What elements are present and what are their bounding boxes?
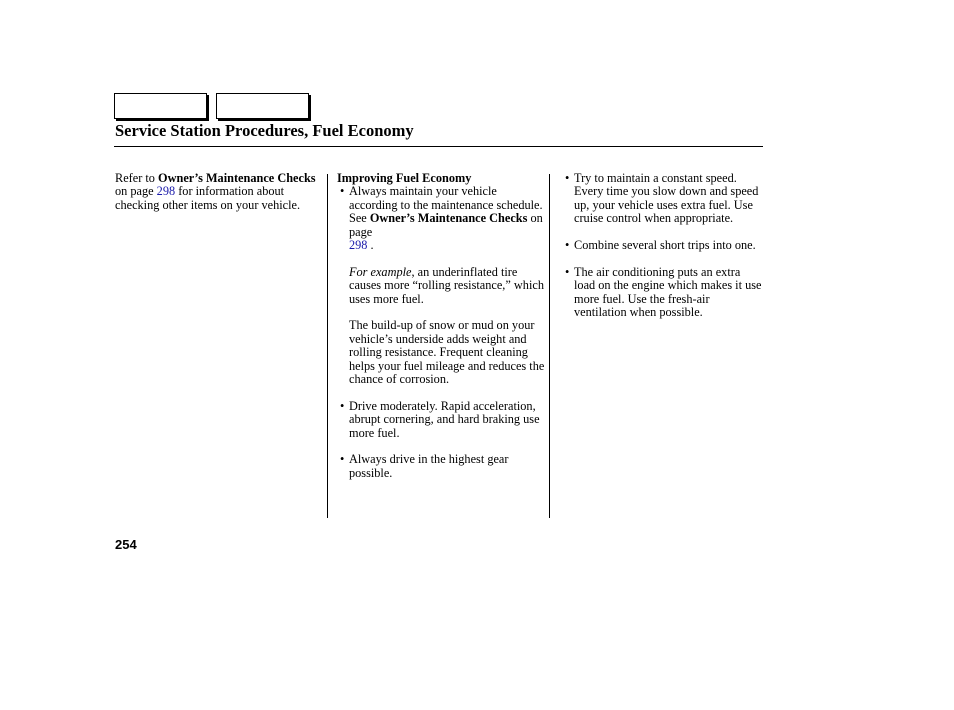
bullet-icon: • — [565, 264, 570, 279]
bullet-text: Try to maintain a constant speed. Every time you slow down and speed up, your vehicle uses extra fuel. Use cruise control when appropriate. — [574, 171, 759, 226]
column-2 — [337, 172, 545, 480]
list-item-drive-moderately — [337, 400, 545, 440]
bullet-text-3: . — [367, 238, 374, 253]
bullet-icon: • — [340, 452, 345, 467]
list-item-air-conditioning — [562, 266, 762, 320]
list-item-combine-trips — [562, 239, 762, 252]
bullet-text: Drive moderately. Rapid acceleration, abrupt cornering, and hard braking use more fuel. — [349, 398, 540, 440]
maintenance-reference-paragraph — [115, 172, 320, 212]
page-link-298[interactable]: 298 — [349, 238, 368, 253]
list-item-maintain-schedule — [337, 185, 545, 252]
bullet-bold-title: Owner’s Maintenance Checks — [369, 211, 528, 226]
example-italic: For example — [349, 264, 412, 279]
bullet-icon: • — [340, 398, 345, 413]
example-text: , an underinflated tire causes more “rolling resistance,” which uses more fuel. — [349, 264, 544, 306]
bullet-text-2: on page — [349, 211, 543, 239]
column-3 — [562, 172, 762, 319]
page-number: 254 — [115, 537, 137, 552]
bullet-text: Always drive in the highest gear possible. — [349, 452, 509, 480]
bullet-icon: • — [340, 184, 345, 199]
nav-button-previous[interactable] — [114, 93, 207, 119]
reference-bold-title: Owner’s Maintenance Checks — [158, 171, 316, 185]
section-heading: Improving Fuel Economy — [337, 171, 472, 185]
bullet-text-1: Always maintain your vehicle according to the maintenance schedule. See — [349, 184, 543, 226]
list-item-highest-gear — [337, 453, 545, 480]
reference-text-1: Refer to — [115, 171, 159, 185]
column-1 — [115, 172, 320, 212]
column-divider-left — [327, 174, 328, 518]
bullet-icon: • — [565, 238, 570, 253]
page-link-298[interactable]: 298 — [156, 184, 176, 199]
nav-button-next[interactable] — [216, 93, 309, 119]
page-title: Service Station Procedures, Fuel Economy — [115, 121, 414, 140]
bullet-icon: • — [565, 171, 570, 185]
reference-text-3: for information about checking other items on your vehicle. — [115, 184, 301, 212]
bullet-text: Combine several short trips into one. — [574, 238, 756, 253]
list-item-constant-speed — [562, 172, 762, 226]
example-paragraph — [337, 266, 545, 306]
title-divider — [114, 146, 763, 147]
reference-text-2: on page — [115, 184, 157, 199]
column-divider-right — [549, 174, 550, 518]
bullet-text: The air conditioning puts an extra load on the engine which makes it use more fuel. Use the fresh-air ventilation when possible. — [574, 264, 762, 320]
snow-mud-paragraph: The build-up of snow or mud on your vehicle’s underside adds weight and rolling resistance. Frequent cleaning helps your fuel mileage and reduces the chance of corrosion. — [349, 318, 545, 387]
